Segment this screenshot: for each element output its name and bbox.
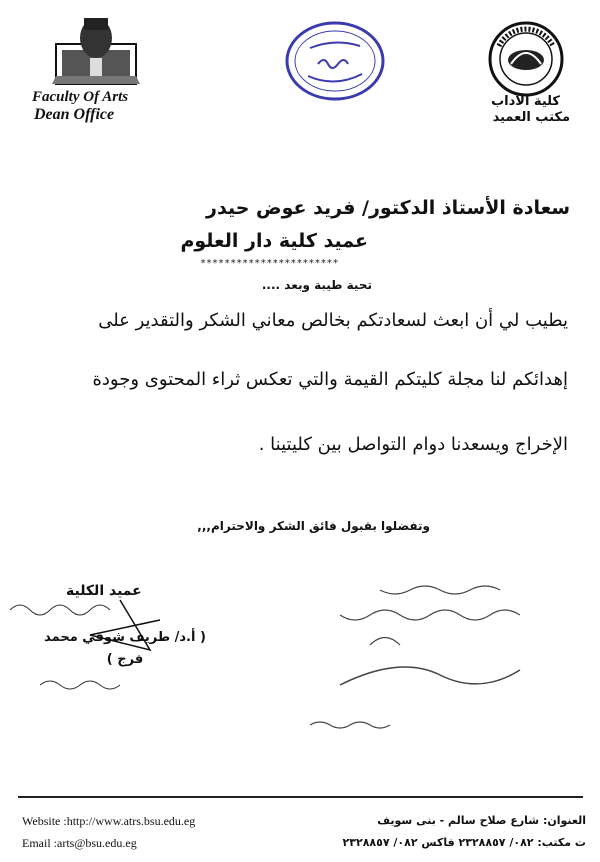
dean-office-en: Dean Office bbox=[34, 106, 115, 123]
signature-name: ( أ.د/ طريف شوقي محمد فرج ) bbox=[44, 630, 206, 667]
university-logo bbox=[487, 20, 565, 98]
recipient-position: عميد كلية دار العلوم bbox=[180, 230, 368, 252]
salutation: سعادة الأستاذ الدكتور/ فريد عوض حيدر bbox=[206, 197, 570, 219]
footer-divider bbox=[18, 796, 583, 798]
greeting: تحية طيبة وبعد .... bbox=[261, 278, 372, 292]
college-name-ar: كلية الآداب bbox=[491, 94, 560, 109]
faculty-logo bbox=[52, 14, 140, 88]
body-line-2: إهدائكم لنا مجلة كليتكم القيمة والتي تعكس ثراء المحتوى وجودة bbox=[92, 369, 568, 390]
body-line-1: يطيب لي أن ابعث لسعادتكم بخالص معاني الشكر والتقدير على bbox=[98, 310, 568, 331]
footer-website: Website :http://www.atrs.bsu.edu.eg bbox=[22, 814, 196, 828]
separator-stars: *********************** bbox=[200, 258, 339, 269]
footer-phone: ت مكتب: ٠٨٢/ ٢٣٢٨٨٥٧ فاكس ٠٨٢/ ٢٣٢٨٨٥٧ bbox=[342, 836, 586, 849]
closing-text: وتفضلوا بقبول فائق الشكر والاحترام,,, bbox=[197, 519, 430, 533]
signature-title: عميد الكلية bbox=[66, 583, 142, 599]
dean-office-ar: مكتب العميد bbox=[492, 110, 570, 125]
faculty-name-en: Faculty Of Arts bbox=[32, 89, 129, 105]
footer-address: العنوان: شارع صلاح سالم - بنى سويف bbox=[377, 814, 586, 827]
incoming-stamp bbox=[280, 18, 390, 104]
body-line-3: الإخراج ويسعدنا دوام التواصل بين كليتينا . bbox=[258, 434, 568, 455]
handwritten-notes bbox=[250, 575, 550, 735]
footer-email: Email :arts@bsu.edu.eg bbox=[22, 836, 137, 850]
